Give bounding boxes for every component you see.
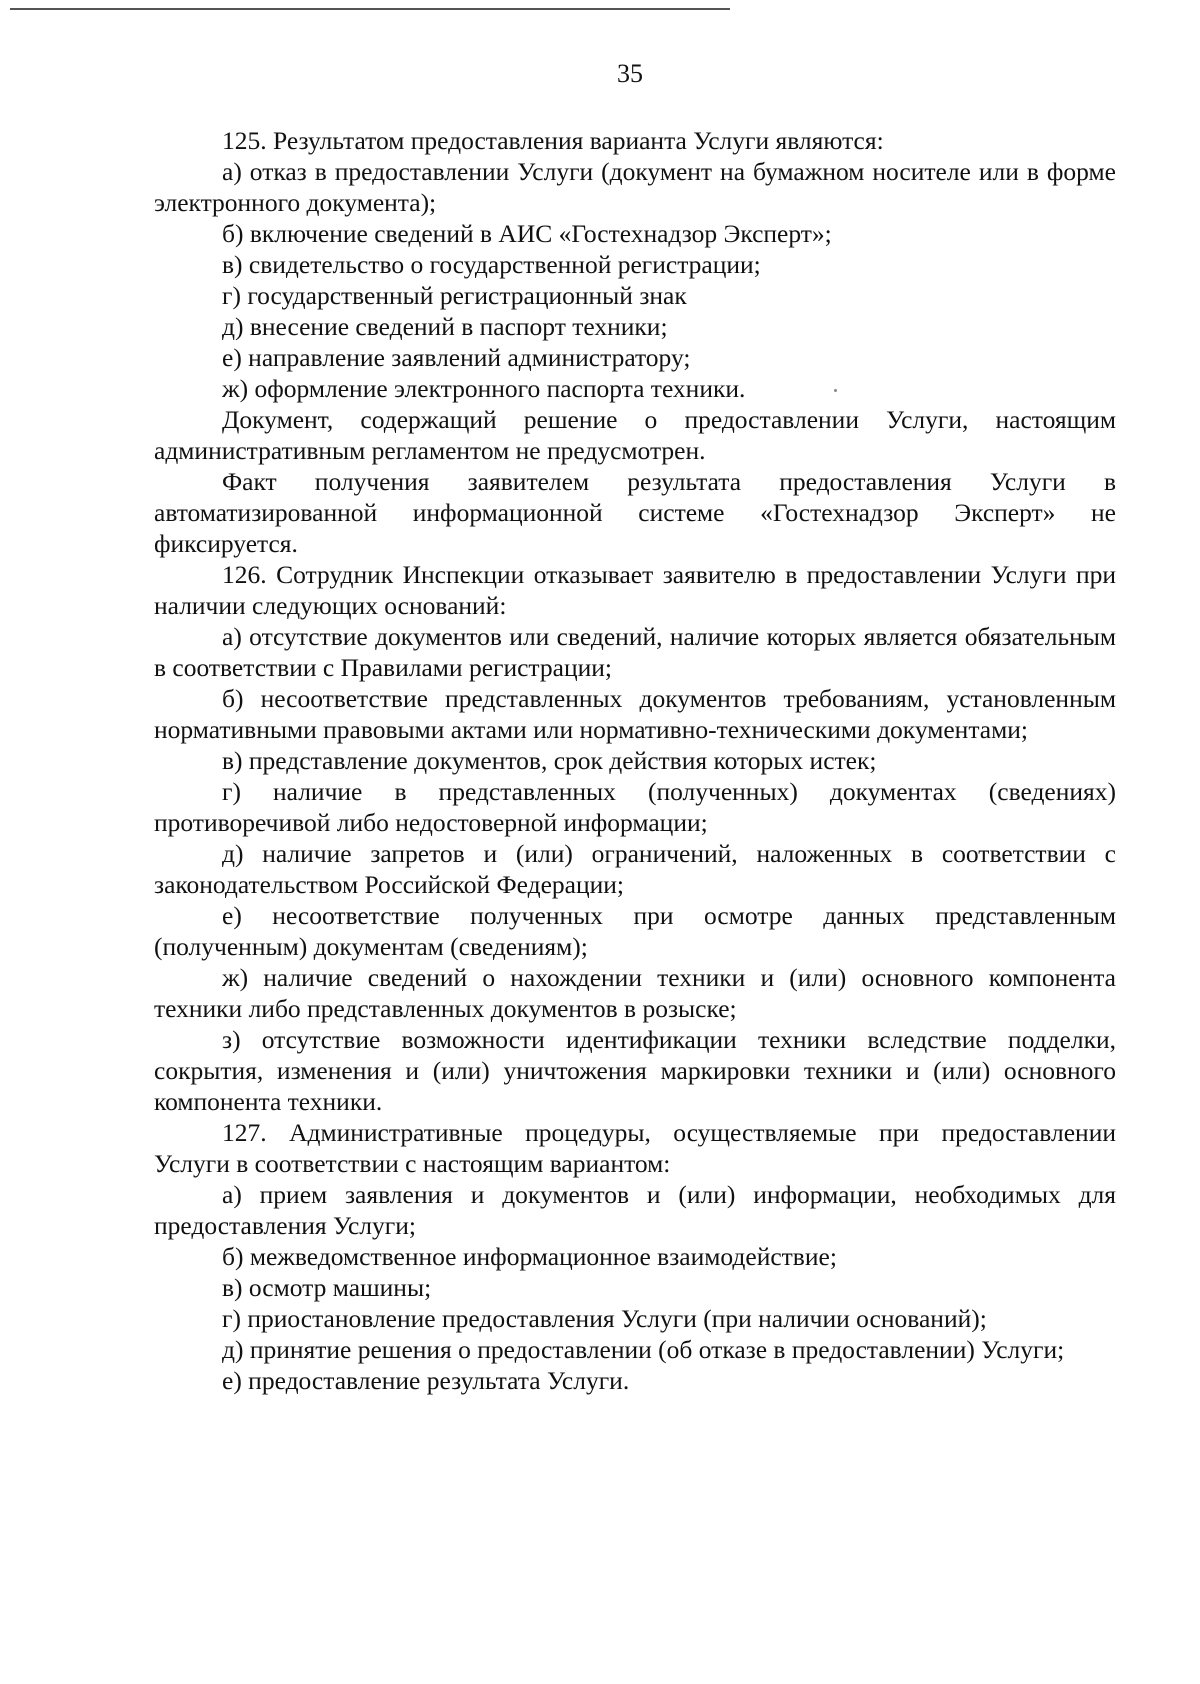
paragraph-125-e: е) направление заявлений администратору; — [222, 343, 691, 372]
paragraph-126-e: е) несоответствие полученных при осмотре данных представленным (полученным) документам (сведениям); — [154, 901, 1116, 961]
paragraph-127-v: в) осмотр машины; — [222, 1273, 432, 1302]
paragraph-125-b: б) включение сведений в АИС «Гостехнадзор Эксперт»; — [222, 219, 832, 248]
paragraph-126-v: в) представление документов, срок действия которых истек; — [222, 746, 877, 775]
page-number: 35 — [617, 59, 643, 88]
paragraph-126-d: д) наличие запретов и (или) ограничений, наложенных в соответствии с законодательством Российской Федерации; — [154, 839, 1116, 899]
paragraph-125-heading: 125. Результатом предоставления варианта Услуги являются: — [222, 126, 884, 155]
paragraph-127-a: а) прием заявления и документов и (или) информации, необходимых для предоставления Услуги; — [154, 1180, 1116, 1240]
paragraph-125-a: а) отказ в предоставлении Услуги (документ на бумажном носителе или в форме электронного документа); — [154, 157, 1116, 217]
scan-speck — [834, 389, 837, 392]
paragraph-decision-document: Документ, содержащий решение о предоставлении Услуги, настоящим административным регламентом не предусмотрен. — [154, 405, 1116, 465]
paragraph-127-e: е) предоставление результата Услуги. — [222, 1366, 630, 1395]
paragraph-126-b: б) несоответствие представленных документов требованиям, установленным нормативными правовыми актами или нормативно-техническими документами; — [154, 684, 1116, 744]
paragraph-127-g: г) приостановление предоставления Услуги (при наличии оснований); — [222, 1304, 987, 1333]
paragraph-result-fact: Факт получения заявителем результата предоставления Услуги в автоматизированной информационной системе «Гостехнадзор Эксперт» не фиксируется. — [154, 467, 1116, 558]
paragraph-126-a: а) отсутствие документов или сведений, наличие которых является обязательным в соответствии с Правилами регистрации; — [154, 622, 1116, 682]
paragraph-127-heading: 127. Административные процедуры, осуществляемые при предоставлении Услуги в соответствии с настоящим вариантом: — [154, 1118, 1116, 1178]
paragraph-126-zh: ж) наличие сведений о нахождении техники и (или) основного компонента техники либо представленных документов в розыске; — [154, 963, 1116, 1023]
document-body — [154, 125, 1116, 1396]
paragraph-127-d: д) принятие решения о предоставлении (об отказе в предоставлении) Услуги; — [222, 1335, 1065, 1364]
paragraph-126-z: з) отсутствие возможности идентификации техники вследствие подделки, сокрытия, изменения и (или) уничтожения маркировки техники и (или) основного компонента техники. — [154, 1025, 1116, 1116]
paragraph-126-heading: 126. Сотрудник Инспекции отказывает заявителю в предоставлении Услуги при наличии следующих оснований: — [154, 560, 1116, 620]
paragraph-127-b: б) межведомственное информационное взаимодействие; — [222, 1242, 837, 1271]
paragraph-125-g: г) государственный регистрационный знак — [222, 281, 687, 310]
top-rule — [10, 8, 730, 10]
paragraph-125-v: в) свидетельство о государственной регистрации; — [222, 250, 761, 279]
paragraph-126-g: г) наличие в представленных (полученных) документах (сведениях) противоречивой либо недостоверной информации; — [154, 777, 1116, 837]
paragraph-125-d: д) внесение сведений в паспорт техники; — [222, 312, 668, 341]
paragraph-125-zh: ж) оформление электронного паспорта техники. — [222, 374, 746, 403]
